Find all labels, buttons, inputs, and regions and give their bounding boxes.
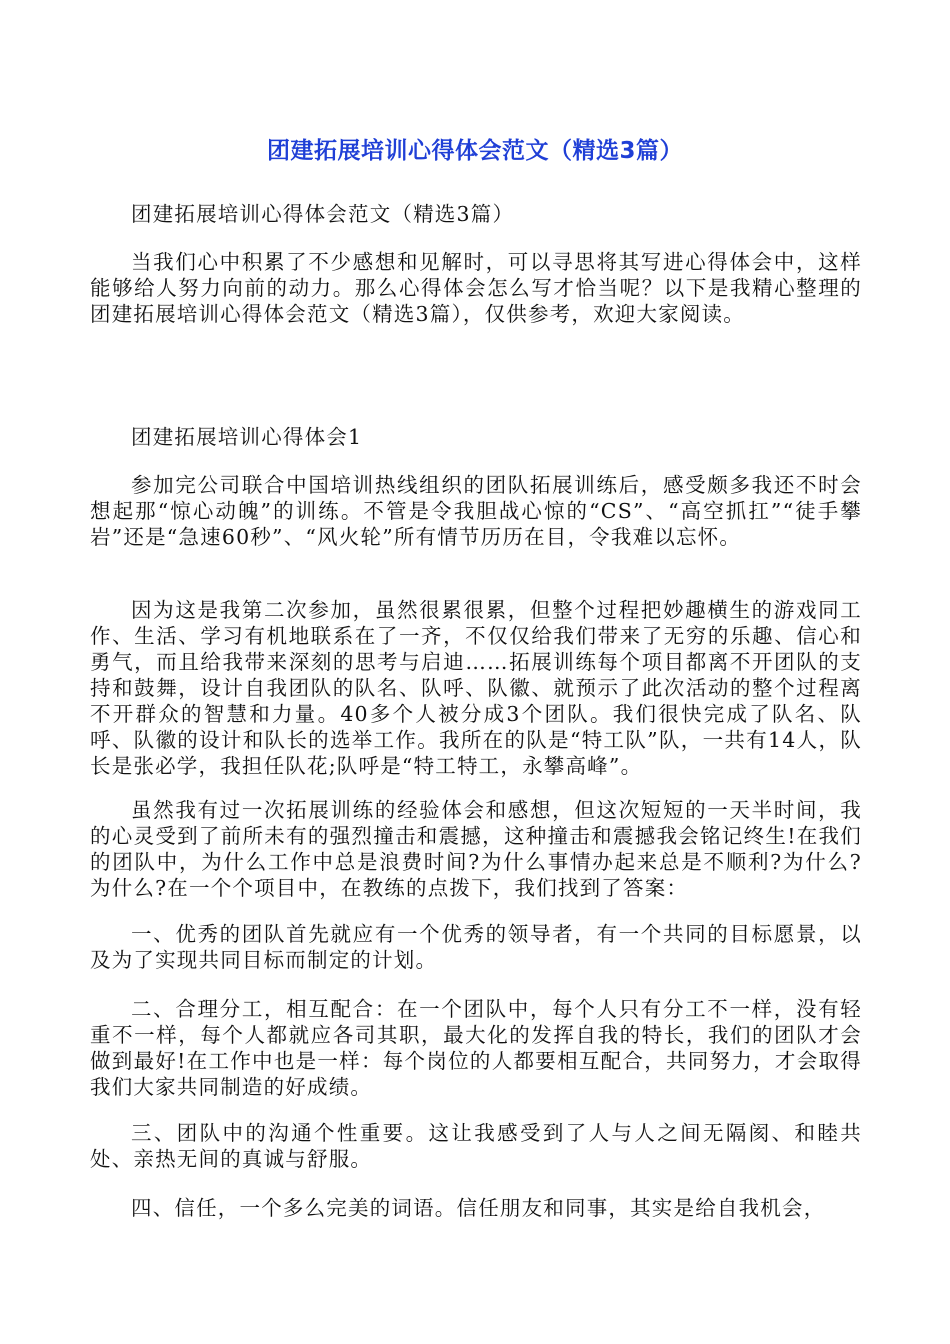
document-title: 团建拓展培训心得体会范文（精选3篇） <box>266 138 683 164</box>
list-item: 三、团队中的沟通个性重要。这让我感受到了人与人之间无隔阂、和睦共处、亲热无间的真诚与舒服。 <box>90 1121 862 1171</box>
body-paragraph: 虽然我有过一次拓展训练的经验体会和感想，但这次短短的一天半时间，我的心灵受到了前所未有的强烈撞击和震撼，这种撞击和震撼我会铭记终生!在我们的团队中，为什么工作中总是浪费时间?为什么事情办起来总是不顺利?为什么?为什么?在一个个项目中，在教练的点拨下，我们找到了答案： <box>90 798 862 900</box>
section-heading: 团建拓展培训心得体会1 <box>131 425 363 449</box>
list-item: 二、合理分工，相互配合：在一个团队中，每个人只有分工不一样，没有轻重不一样，每个人都就应各司其职，最大化的发挥自我的特长，我们的团队才会做到最好!在工作中也是一样：每个岗位的人都要相互配合，共同努力，才会取得我们大家共同制造的好成绩。 <box>90 997 862 1099</box>
body-paragraph: 因为这是我第二次参加，虽然很累很累，但整个过程把妙趣横生的游戏同工作、生活、学习有机地联系在了一齐，不仅仅给我们带来了无穷的乐趣、信心和勇气，而且给我带来深刻的思考与启迪……拓展训练每个项目都离不开团队的支持和鼓舞，设计自我团队的队名、队呼、队徽、就预示了此次活动的整个过程离不开群众的智慧和力量。40多个人被分成3个团队。我们很快完成了队名、队呼、队徽的设计和队长的选举工作。我所在的队是“特工队”队，一共有14人，队长是张必学，我担任队花;队呼是“特工特工，永攀高峰”。 <box>90 598 862 778</box>
intro-paragraph: 当我们心中积累了不少感想和见解时，可以寻思将其写进心得体会中，这样能够给人努力向前的动力。那么心得体会怎么写才恰当呢？以下是我精心整理的团建拓展培训心得体会范文（精选3篇），仅供参考，欢迎大家阅读。 <box>90 250 862 326</box>
list-item: 一、优秀的团队首先就应有一个优秀的领导者，有一个共同的目标愿景，以及为了实现共同目标而制定的计划。 <box>90 922 862 972</box>
list-item: 四、信任，一个多么完美的词语。信任朋友和同事，其实是给自我机会， <box>131 1196 826 1220</box>
body-paragraph: 参加完公司联合中国培训热线组织的团队拓展训练后，感受颇多我还不时会想起那“惊心动魄”的训练。不管是令我胆战心惊的“CS”、“高空抓扛”“徒手攀岩”还是“急速60秒”、“风火轮”所有情节历历在目，令我难以忘怀。 <box>90 473 862 549</box>
subtitle-paragraph: 团建拓展培训心得体会范文（精选3篇） <box>131 202 515 226</box>
